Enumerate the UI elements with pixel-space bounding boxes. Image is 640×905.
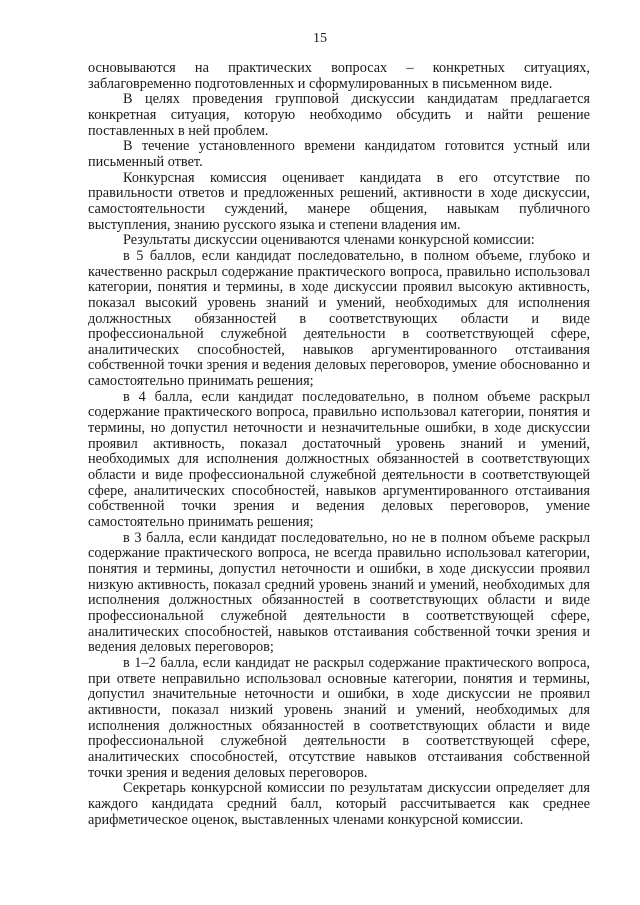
paragraph-score-5: в 5 баллов, если кандидат последовательно, в полном объеме, глубоко и качественно раскрыл содержание практического вопроса, правильно использовал категории, понятия и термины, в ходе дискуссии проявил высокую активность, показал высокий уровень знаний и умений, необходимых для исполнения должностных обязанностей в соответствующих области и виде профессиональной служебной деятельности в соответствующей сфере, аналитических способностей, навыков аргументированного отстаивания собственной точки зрения и ведения деловых переговоров, умение обоснованно и самостоятельно принимать решения; (88, 247, 590, 390)
paragraph-results-intro: Результаты дискуссии оцениваются членами конкурсной комиссии: (123, 232, 535, 249)
paragraph-evaluation-criteria: Конкурсная комиссия оценивает кандидата в его отсутствие по правильности ответов и предложенных решений, активности в ходе дискуссии, самостоятельности суждений, манере общения, навыкам публичного выступления, знанию русского языка и степени владения им. (88, 169, 590, 233)
paragraph-score-4: в 4 балла, если кандидат последовательно, в полном объеме раскрыл содержание практического вопроса, правильно использовал категории, понятия и термины, но допустил неточности и незначительные ошибки, в ходе дискуссии проявил активность, показал достаточный уровень знаний и умений, необходимых для исполнения должностных обязанностей в соответствующих области и виде профессиональной служебной деятельности в соответствующей сфере, аналитических способностей, навыков аргументированного отстаивания собственной точки зрения и ведения деловых переговоров, умение самостоятельно принимать решения; (88, 388, 590, 531)
paragraph-group-discussion: В целях проведения групповой дискуссии кандидатам предлагается конкретная ситуация, которую необходимо обсудить и найти решение поставленных в ней проблем. (88, 91, 590, 139)
paragraph-answer-time: В течение установленного времени кандидатом готовится устный или письменный ответ. (88, 138, 590, 170)
document-body (88, 61, 590, 828)
paragraph-score-1-2: в 1–2 балла, если кандидат не раскрыл содержание практического вопроса, при ответе неправильно использовал основные категории, понятия и термины, допустил значительные неточности и ошибки, в ходе дискуссии не проявил активности, показал низкий уровень знаний и умений, необходимых для исполнения должностных обязанностей в соответствующих области и виде профессиональной служебной деятельности в соответствующей сфере, аналитических способностей, отсутствие навыков отстаивания собственной точки зрения и ведения деловых переговоров. (88, 654, 590, 781)
paragraph-continuation: основываются на практических вопросах – конкретных ситуациях, заблаговременно подготовленных и сформулированных в письменном виде. (88, 60, 590, 92)
paragraph-score-3: в 3 балла, если кандидат последовательно, но не в полном объеме раскрыл содержание практического вопроса, не всегда правильно использовал категории, понятия и термины, допустил неточности и ошибки, в ходе дискуссии проявил низкую активность, показал средний уровень знаний и умений, необходимых для исполнения должностных обязанностей в соответствующих области и виде профессиональной служебной деятельности в соответствующей сфере, аналитических способностей, навыков отстаивания собственной точки зрения и ведения деловых переговоров; (88, 529, 590, 656)
paragraph-secretary: Секретарь конкурсной комиссии по результатам дискуссии определяет для каждого кандидата средний балл, который рассчитывается как среднее арифметическое оценок, выставленных членами конкурсной комиссии. (88, 780, 590, 828)
page-number: 15 (313, 31, 327, 46)
